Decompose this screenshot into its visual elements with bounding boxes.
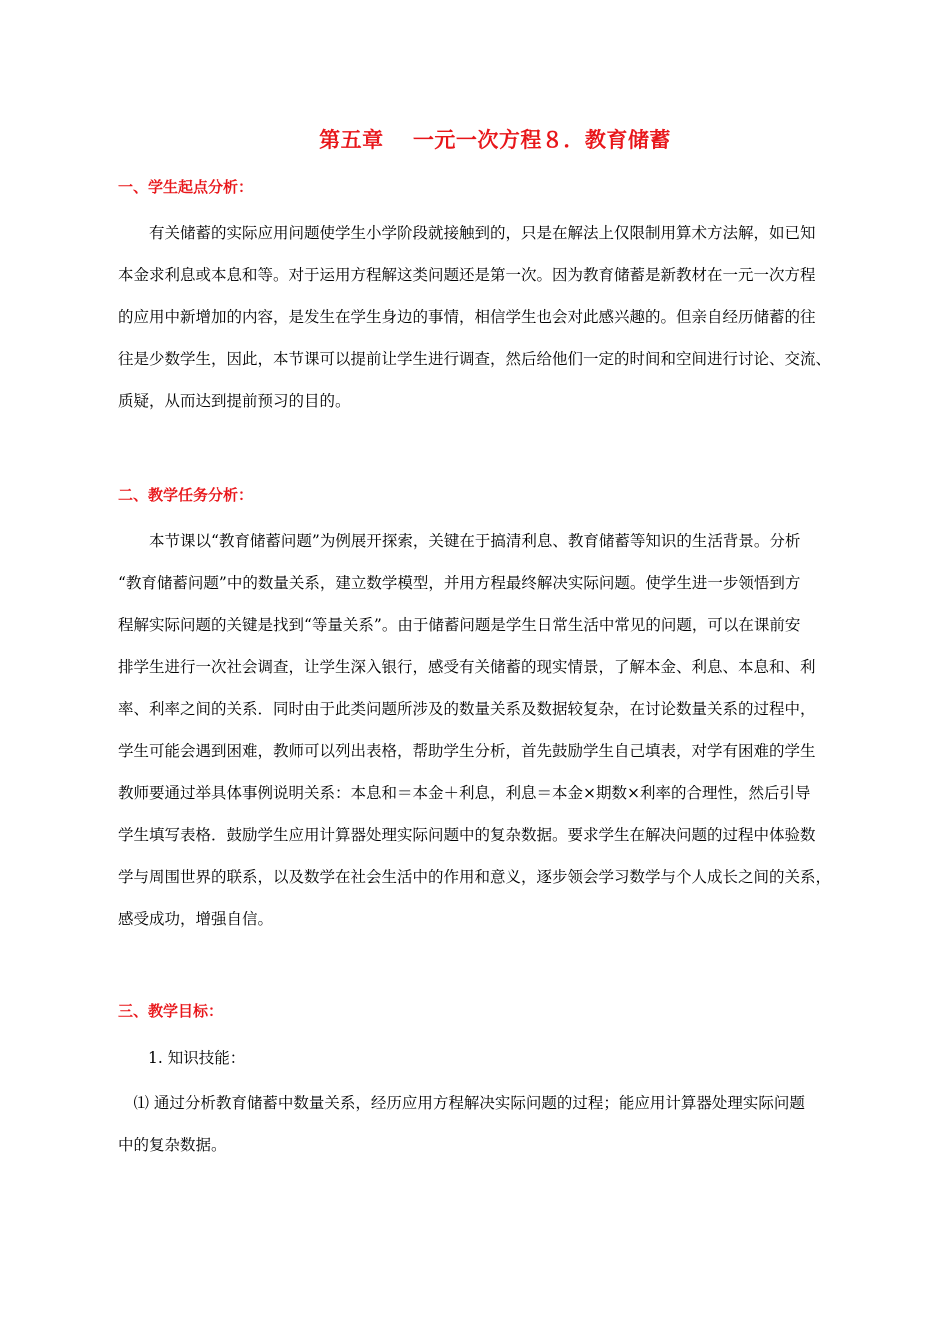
paragraph-line: 往是少数学生，因此，本节课可以提前让学生进行调查，然后给他们一定的时间和空间进行讨论、交流、 xyxy=(118,350,832,368)
paragraph-teaching-goals xyxy=(118,1082,888,1166)
paragraph-line: 程解实际问题的关键是找到“等量关系”。由于储蓄问题是学生日常生活中常见的问题，可以在课前安 xyxy=(118,616,801,634)
page-title: 第五章 一元一次方程８．教育储蓄 xyxy=(319,127,671,152)
paragraph-line: 教师要通过举具体事例说明关系：本息和＝本金＋利息，利息＝本金×期数×利率的合理性，然后引导 xyxy=(118,784,811,802)
paragraph-line: 学与周围世界的联系，以及数学在社会生活中的作用和意义，逐步领会学习数学与个人成长之间的关系， xyxy=(118,868,832,886)
paragraph-line: 本节课以“教育储蓄问题”为例展开探索，关键在于搞清利息、教育储蓄等知识的生活背景。分析 xyxy=(118,532,801,550)
paragraph-line: 学生可能会遇到困难，教师可以列出表格，帮助学生分析，首先鼓励学生自己填表，对学有困难的学生 xyxy=(118,742,816,760)
list-item-knowledge-skills: 1. 知识技能： xyxy=(148,1049,246,1067)
paragraph-line: 排学生进行一次社会调查，让学生深入银行，感受有关储蓄的现实情景，了解本金、利息、本息和、利 xyxy=(118,658,816,676)
paragraph-line: 本金求利息或本息和等。对于运用方程解这类问题还是第一次。因为教育储蓄是新教材在一元一次方程 xyxy=(118,266,816,284)
paragraph-line: ⑴ 通过分析教育储蓄中数量关系，经历应用方程解决实际问题的过程；能应用计算器处理实际问题 xyxy=(118,1094,805,1112)
section-heading-teaching-goals: 三、教学目标： xyxy=(118,1002,224,1020)
paragraph-line: 率、利率之间的关系．同时由于此类问题所涉及的数量关系及数据较复杂，在讨论数量关系的过程中， xyxy=(118,700,816,718)
section-heading-task-analysis: 二、教学任务分析： xyxy=(118,486,254,504)
paragraph-line: 的应用中新增加的内容，是发生在学生身边的事情，相信学生也会对此感兴趣的。但亲自经历储蓄的往 xyxy=(118,308,816,326)
paragraph-line: 学生填写表格．鼓励学生应用计算器处理实际问题中的复杂数据。要求学生在解决问题的过程中体验数 xyxy=(118,826,816,844)
paragraph-task-analysis xyxy=(118,520,888,940)
paragraph-line: 质疑，从而达到提前预习的目的。 xyxy=(118,392,351,410)
paragraph-line: “教育储蓄问题”中的数量关系，建立数学模型，并用方程最终解决实际问题。使学生进一步领悟到方 xyxy=(118,574,801,592)
section-heading-student-analysis: 一、学生起点分析： xyxy=(118,178,254,196)
paragraph-line: 有关储蓄的实际应用问题使学生小学阶段就接触到的，只是在解法上仅限制用算术方法解，如已知 xyxy=(118,224,816,242)
paragraph-line: 中的复杂数据。 xyxy=(118,1136,227,1154)
paragraph-line: 感受成功，增强自信。 xyxy=(118,910,274,928)
paragraph-student-analysis xyxy=(118,212,888,422)
